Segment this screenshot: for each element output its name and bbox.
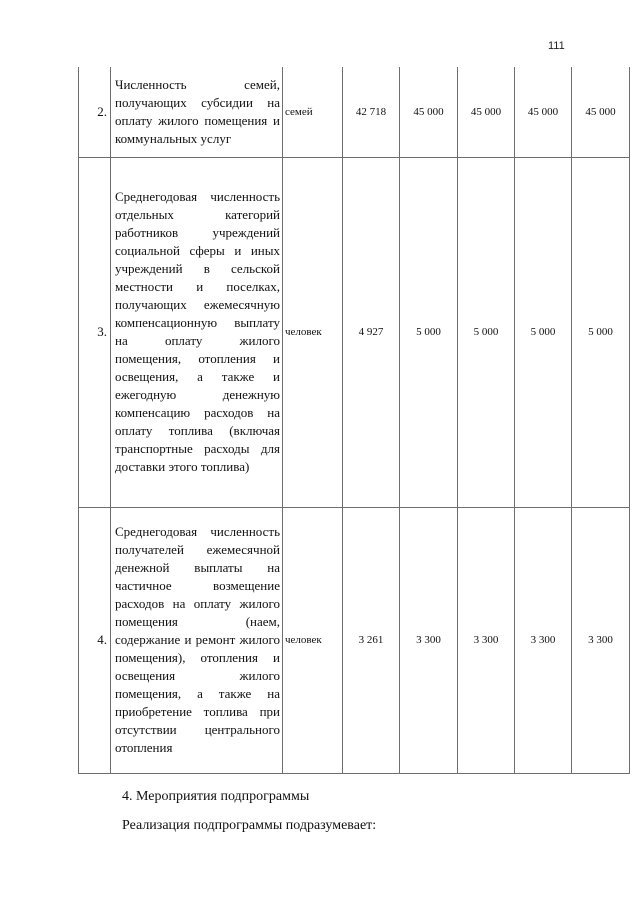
value-cell: 3 261 [343,507,400,773]
unit-cell: человек [283,507,343,773]
value-cell: 4 927 [343,157,400,507]
value-cell: 3 300 [458,507,515,773]
value-cell: 45 000 [400,67,458,157]
unit-cell: семей [283,67,343,157]
value-cell: 45 000 [515,67,572,157]
value-cell: 5 000 [572,157,630,507]
section-heading: 4. Мероприятия подпрограммы [122,789,310,804]
value-cell: 45 000 [458,67,515,157]
value-cell: 3 300 [572,507,630,773]
value-cell: 5 000 [515,157,572,507]
indicator-name: Среднегодовая численность получателей ежемесячной денежной выплаты на частичное возмещение расходов на оплату жилого помещения (наем, содержание и ремонт жилого помещения), отопления и освещения жилого помещения, а также на приобретение топлива при отсутствии центрального отопления [111,507,283,773]
table-row [79,67,630,157]
value-cell: 5 000 [400,157,458,507]
table-row [79,507,630,773]
value-cell: 5 000 [458,157,515,507]
indicator-name: Численность семей, получающих субсидии на оплату жилого помещения и коммунальных услуг [111,67,283,157]
row-number: 3. [79,157,111,507]
page-number: 111 [548,40,565,52]
row-number: 4. [79,507,111,773]
unit-cell: человек [283,157,343,507]
body-paragraph: Реализация подпрограммы подразумевает: [122,818,377,833]
value-cell: 3 300 [515,507,572,773]
indicators-table [78,67,630,774]
value-cell: 3 300 [400,507,458,773]
value-cell: 45 000 [572,67,630,157]
indicator-name: Среднегодовая численность отдельных категорий работников учреждений социальной сферы и иных учреждений в сельской местности и поселках, получающих ежемесячную компенсационную выплату на оплату жилого помещения, отопления и освещения, а также и ежегодную денежную компенсацию расходов на оплату топлива (включая транспортные расходы для доставки этого топлива) [111,157,283,507]
row-number: 2. [79,67,111,157]
table-row [79,157,630,507]
value-cell: 42 718 [343,67,400,157]
